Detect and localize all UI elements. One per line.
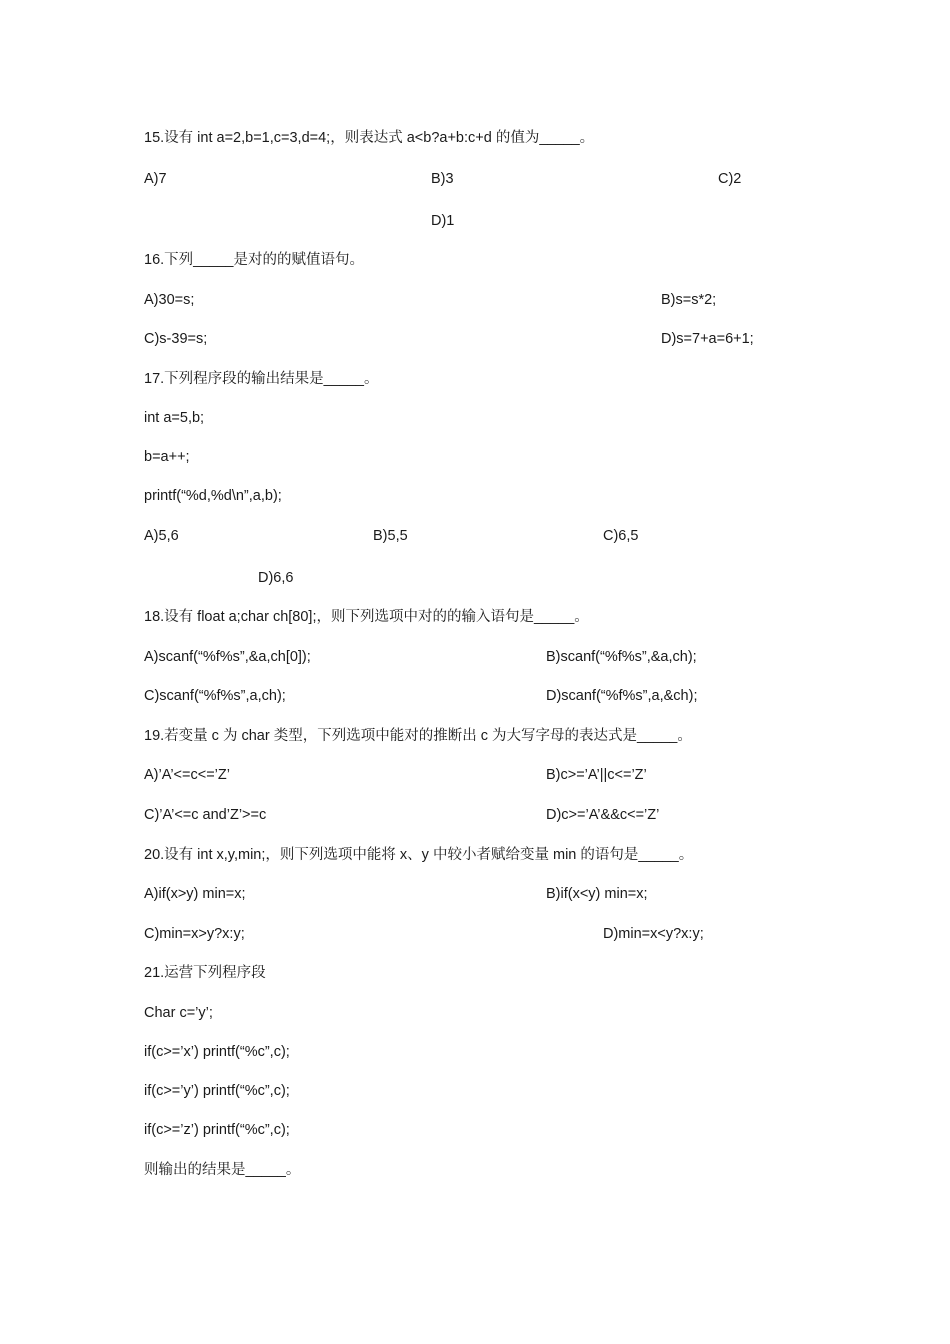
question-17-stem: 17.下列程序段的输出结果是_____。 <box>144 371 379 387</box>
question-21-code-line: if(c>=’x’) printf(“%c”,c); <box>144 1044 290 1060</box>
question-18-option-a: A)scanf(“%f%s”,&a,ch[0]); <box>144 649 311 665</box>
question-18-stem: 18.设有 float a;char ch[80];，则下列选项中对的的输入语句是_____。 <box>144 609 589 625</box>
question-20-option-d: D)min=x<y?x:y; <box>603 926 704 942</box>
question-19-option-c: C)’A’<=c and’Z’>=c <box>144 807 267 823</box>
question-18-option-c: C)scanf(“%f%s”,a,ch); <box>144 688 286 704</box>
question-17-code-line: int a=5,b; <box>144 410 205 426</box>
question-21-code-line: if(c>=’z’) printf(“%c”,c); <box>144 1122 290 1138</box>
question-15-option-a: A)7 <box>144 171 167 187</box>
question-15-stem: 15.设有 int a=2,b=1,c=3,d=4;，则表达式 a<b?a+b:c+d 的值为_____。 <box>144 130 595 146</box>
question-17-option-b: B)5,5 <box>373 528 408 544</box>
question-17-code-line: b=a++; <box>144 449 190 465</box>
question-19-stem: 19.若变量 c 为 char 类型，下列选项中能对的推断出 c 为大写字母的表达式是_____。 <box>144 728 692 744</box>
question-15-option-d: D)1 <box>431 213 455 229</box>
question-18-option-d: D)scanf(“%f%s”,a,&ch); <box>546 688 698 704</box>
question-16-stem: 16.下列_____是对的的赋值语句。 <box>144 252 364 268</box>
question-21-tail: 则输出的结果是_____。 <box>144 1162 301 1178</box>
question-20-option-a: A)if(x>y) min=x; <box>144 886 246 902</box>
question-15-option-c: C)2 <box>718 171 742 187</box>
question-21-stem: 21.运营下列程序段 <box>144 965 266 981</box>
question-21-code-line: if(c>=’y’) printf(“%c”,c); <box>144 1083 290 1099</box>
question-20-option-c: C)min=x>y?x:y; <box>144 926 245 942</box>
question-20-stem: 20.设有 int x,y,min;，则下列选项中能将 x、y 中较小者赋给变量 min 的语句是_____。 <box>144 847 694 863</box>
question-19-option-b: B)c>=’A’||c<=’Z’ <box>546 767 647 783</box>
question-16-option-a: A)30=s; <box>144 292 195 308</box>
question-17-code-line: printf(“%d,%d\n”,a,b); <box>144 488 282 504</box>
question-15-option-b: B)3 <box>431 171 454 187</box>
question-17-option-d: D)6,6 <box>258 570 294 586</box>
question-18-option-b: B)scanf(“%f%s”,&a,ch); <box>546 649 697 665</box>
question-16-option-d: D)s=7+a=6+1; <box>661 331 754 347</box>
question-16-option-b: B)s=s*2; <box>661 292 717 308</box>
question-17-option-a: A)5,6 <box>144 528 179 544</box>
question-20-option-b: B)if(x<y) min=x; <box>546 886 648 902</box>
question-16-option-c: C)s-39=s; <box>144 331 208 347</box>
question-17-option-c: C)6,5 <box>603 528 639 544</box>
question-19-option-d: D)c>=’A’&&c<=’Z’ <box>546 807 660 823</box>
question-19-option-a: A)’A’<=c<=’Z’ <box>144 767 230 783</box>
question-21-code-line: Char c=’y’; <box>144 1005 213 1021</box>
